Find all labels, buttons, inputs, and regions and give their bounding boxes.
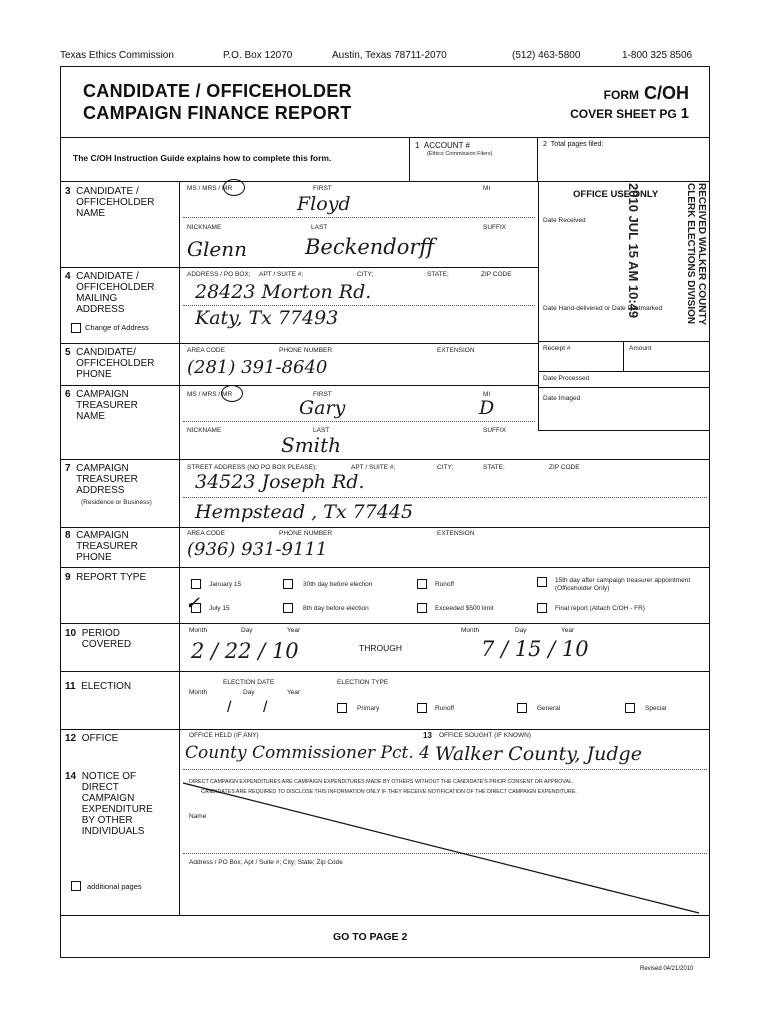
candidate-first-name: Floyd (297, 193, 351, 215)
additional-pages-checkbox[interactable] (71, 881, 81, 891)
divider (61, 623, 709, 624)
divider (61, 671, 709, 672)
divider (61, 267, 539, 268)
divider (183, 497, 707, 498)
office-use-title: OFFICE USE ONLY (573, 189, 659, 200)
s13-sought-label: OFFICE SOUGHT (IF KNOWN) (439, 732, 531, 739)
s11-election-type-label: ELECTION TYPE (337, 679, 389, 686)
period-to: 7 / 15 / 10 (481, 637, 589, 661)
report-15th-day-checkbox[interactable] (537, 577, 547, 587)
change-of-address-label: Change of Address (85, 323, 149, 332)
divider (61, 459, 709, 460)
report-8th-day-label: 8th day before election (303, 605, 369, 612)
divider (61, 915, 709, 916)
s4-address-label: ADDRESS / PO BOX; (187, 271, 251, 278)
section-7-label: 7 CAMPAIGN TREASURER ADDRESS (65, 463, 138, 496)
s3-nickname-label: NICKNAME (187, 224, 222, 231)
commission-city: Austin, Texas 78711-2070 (332, 50, 447, 61)
form-frame (60, 66, 710, 958)
s8-phone-label: PHONE NUMBER (279, 530, 333, 537)
account-sub: (Ethics Commission Filers) (427, 151, 493, 157)
s11-year-label: Year (287, 689, 301, 696)
s6-nickname-label: NICKNAME (187, 427, 222, 434)
divider (539, 341, 710, 342)
section-4-label: 4 CANDIDATE / OFFICEHOLDER MAILING ADDRESS (65, 271, 155, 315)
s5-extension-label: EXTENSION (437, 347, 475, 354)
s10-month2-label: Month (461, 627, 480, 634)
change-of-address-checkbox[interactable] (71, 323, 81, 333)
election-general-checkbox[interactable] (517, 703, 527, 713)
office-sought: Walker County, Judge (435, 743, 642, 765)
checkmark-icon: ✓ (185, 593, 201, 614)
s14-name-label: Name (189, 813, 207, 820)
section-14-label: 14 NOTICE OF DIRECT CAMPAIGN EXPENDITURE BY OTHER INDIVIDUALS (65, 771, 153, 837)
election-primary-checkbox[interactable] (337, 703, 347, 713)
s14-notice-line2: CANDIDATES ARE REQUIRED TO DISCLOSE THIS INFORMATION ONLY IF THEY RECEIVE NOTIFICATION OF THE DIRECT CAMPAIGN EXPENDITURE. (201, 789, 577, 795)
candidate-address-line2: Katy, Tx 77493 (195, 307, 339, 329)
report-8th-day-checkbox[interactable] (283, 603, 293, 613)
cover-sheet-label: COVER SHEET PG 1 (570, 105, 689, 122)
s7-state-label: STATE; (483, 464, 505, 471)
candidate-last-name: Beckendorff (305, 235, 435, 259)
po-box: P.O. Box 12070 (223, 50, 293, 61)
candidate-nickname: Glenn (187, 237, 247, 261)
s6-last-label: LAST (313, 427, 330, 434)
election-special-checkbox[interactable] (625, 703, 635, 713)
s11-month-label: Month (189, 689, 208, 696)
s10-year2-label: Year (561, 627, 575, 634)
divider (61, 729, 709, 730)
s8-area-code-label: AREA CODE (187, 530, 225, 537)
date-slash-1: / (227, 699, 232, 716)
report-jan15-label: January 15 (209, 581, 242, 588)
report-exceeded-label: Exceeded $500 limit (435, 605, 494, 612)
received-stamp-date: 2010 JUL 15 AM 10:49 (626, 183, 641, 319)
account-label: 1 ACCOUNT # (415, 141, 470, 150)
divider (183, 305, 535, 306)
section-10-label: 10 PERIOD COVERED (65, 628, 132, 650)
s4-city-label: CITY; (357, 271, 374, 278)
s7-apt-label: APT / SUITE #; (351, 464, 396, 471)
candidate-address-line1: 28423 Morton Rd. (195, 281, 372, 303)
revised-date: Revised 04/21/2010 (640, 966, 694, 972)
s10-day-label: Day (241, 627, 253, 634)
date-processed-label: Date Processed (543, 375, 590, 382)
section-11-label: 11 ELECTION (65, 681, 132, 692)
divider (183, 769, 707, 770)
report-final-label: Final report (Attach C/OH - FR) (555, 605, 645, 612)
report-runoff-checkbox[interactable] (417, 579, 427, 589)
s14-notice-line1: DIRECT CAMPAIGN EXPENDITURES ARE CAMPAIGN EXPENDITURES MADE BY OTHERS WITHOUT THE CANDIDATE'S PRIOR CONSENT OR APPROVAL. (189, 779, 574, 785)
divider (539, 387, 710, 388)
s7-zip-label: ZIP CODE (549, 464, 580, 471)
receipt-label: Receipt # (543, 345, 571, 352)
form-code: FORM C/OH (603, 83, 689, 103)
divider (61, 385, 539, 386)
s4-apt-label: APT / SUITE #; (259, 271, 304, 278)
treasurer-phone: (936) 931-9111 (187, 539, 328, 560)
s10-month-label: Month (189, 627, 208, 634)
treasurer-last-name: Smith (281, 433, 341, 457)
s10-day2-label: Day (515, 627, 527, 634)
s8-extension-label: EXTENSION (437, 530, 475, 537)
form-title-line1: CANDIDATE / OFFICEHOLDER (83, 81, 352, 101)
s5-area-code-label: AREA CODE (187, 347, 225, 354)
divider (623, 341, 624, 371)
divider (61, 137, 709, 138)
s3-suffix-label: SUFFIX (483, 224, 507, 231)
treasurer-first-name: Gary (299, 397, 346, 419)
treasurer-address-line1: 34523 Joseph Rd. (195, 471, 365, 493)
report-jan15-checkbox[interactable] (191, 579, 201, 589)
section-5-label: 5 CANDIDATE/ OFFICEHOLDER PHONE (65, 347, 155, 380)
instruction-text: The C/OH Instruction Guide explains how to complete this form. (73, 153, 332, 163)
hand-delivered-label: Date Hand-delivered or Date Postmarked (543, 305, 663, 312)
treasurer-address-line2: Hempstead , Tx 77445 (195, 501, 414, 523)
amount-label: Amount (629, 345, 652, 352)
s14-address-label: Address / PO Box; Apt / Suite #; City; State; Zip Code (189, 859, 343, 866)
divider (183, 421, 535, 422)
treasurer-middle-initial: D (479, 397, 495, 419)
s4-zip-label: ZIP CODE (481, 271, 512, 278)
commission-tollfree: 1-800 325 8506 (622, 50, 693, 61)
report-30th-day-checkbox[interactable] (283, 579, 293, 589)
date-slash-2: / (263, 699, 268, 716)
s3-title-label: MS / MRS / MR (187, 185, 233, 192)
candidate-phone: (281) 391-8640 (187, 357, 328, 378)
section-8-label: 8 CAMPAIGN TREASURER PHONE (65, 530, 138, 563)
election-primary-label: Primary (357, 705, 380, 712)
s5-phone-label: PHONE NUMBER (279, 347, 333, 354)
treasurer-title-circle-mark (221, 385, 243, 402)
report-runoff-label: Runoff (435, 581, 455, 588)
section-9-label: 9 REPORT TYPE (65, 572, 147, 583)
s6-suffix-label: SUFFIX (483, 427, 507, 434)
date-received-label: Date Received (543, 217, 586, 224)
divider (409, 137, 410, 181)
section-12-label: 12 OFFICE (65, 733, 119, 744)
commission-name: Texas Ethics Commission (60, 50, 174, 61)
title-circle-mark (223, 179, 245, 196)
s10-year-label: Year (287, 627, 301, 634)
report-final-checkbox[interactable] (537, 603, 547, 613)
period-from: 2 / 22 / 10 (191, 639, 299, 663)
office-held: County Commissioner Pct. 4 (185, 743, 430, 763)
report-jul15-label: July 15 (209, 605, 230, 612)
divider (183, 217, 535, 218)
s7-sub: (Residence or Business) (81, 499, 152, 506)
s7-street-label: STREET ADDRESS (NO PO BOX PLEASE); (187, 464, 317, 471)
go-to-page-2: GO TO PAGE 2 (333, 931, 408, 943)
s4-state-label: STATE; (427, 271, 449, 278)
report-30th-day-label: 30th day before election (303, 581, 373, 588)
s6-first-label: FIRST (313, 391, 332, 398)
s3-last-label: LAST (311, 224, 328, 231)
date-imaged-label: Date Imaged (543, 395, 581, 402)
report-15th-day-label: 15th day after campaign treasurer appointment (Officeholder Only) (555, 577, 691, 592)
election-runoff-checkbox[interactable] (417, 703, 427, 713)
office-use-box (538, 181, 710, 431)
s6-title-label: MS / MRS / MR (187, 391, 233, 398)
divider (537, 137, 538, 181)
s3-first-label: FIRST (313, 185, 332, 192)
form-title-line2: CAMPAIGN FINANCE REPORT (83, 103, 352, 123)
section-3-label: 3 CANDIDATE / OFFICEHOLDER NAME (65, 186, 155, 219)
s7-city-label: CITY; (437, 464, 454, 471)
through-label: THROUGH (359, 643, 402, 653)
election-runoff-label: Runoff (435, 705, 455, 712)
divider (61, 567, 709, 568)
strike-through-line (179, 773, 709, 919)
election-general-label: General (537, 705, 561, 712)
divider (61, 343, 539, 344)
s11-election-date-label: ELECTION DATE (223, 679, 275, 686)
section-6-label: 6 CAMPAIGN TREASURER NAME (65, 389, 138, 422)
received-stamp-office: RECEIVED WALKER COUNTY CLERK ELECTIONS DIVISION (685, 183, 707, 326)
commission-phone: (512) 463-5800 (512, 50, 581, 61)
s11-day-label: Day (243, 689, 255, 696)
s6-mi-label: MI (483, 391, 491, 398)
s12-held-label: OFFICE HELD (IF ANY) (189, 732, 259, 739)
total-pages-label: 2 Total pages filed: (543, 141, 604, 148)
report-exceeded-checkbox[interactable] (417, 603, 427, 613)
s3-mi-label: MI (483, 185, 491, 192)
additional-pages-label: additional pages (87, 882, 142, 891)
divider (61, 527, 709, 528)
s13-num: 13 (423, 731, 432, 740)
election-special-label: Special (645, 705, 667, 712)
divider (539, 371, 710, 372)
